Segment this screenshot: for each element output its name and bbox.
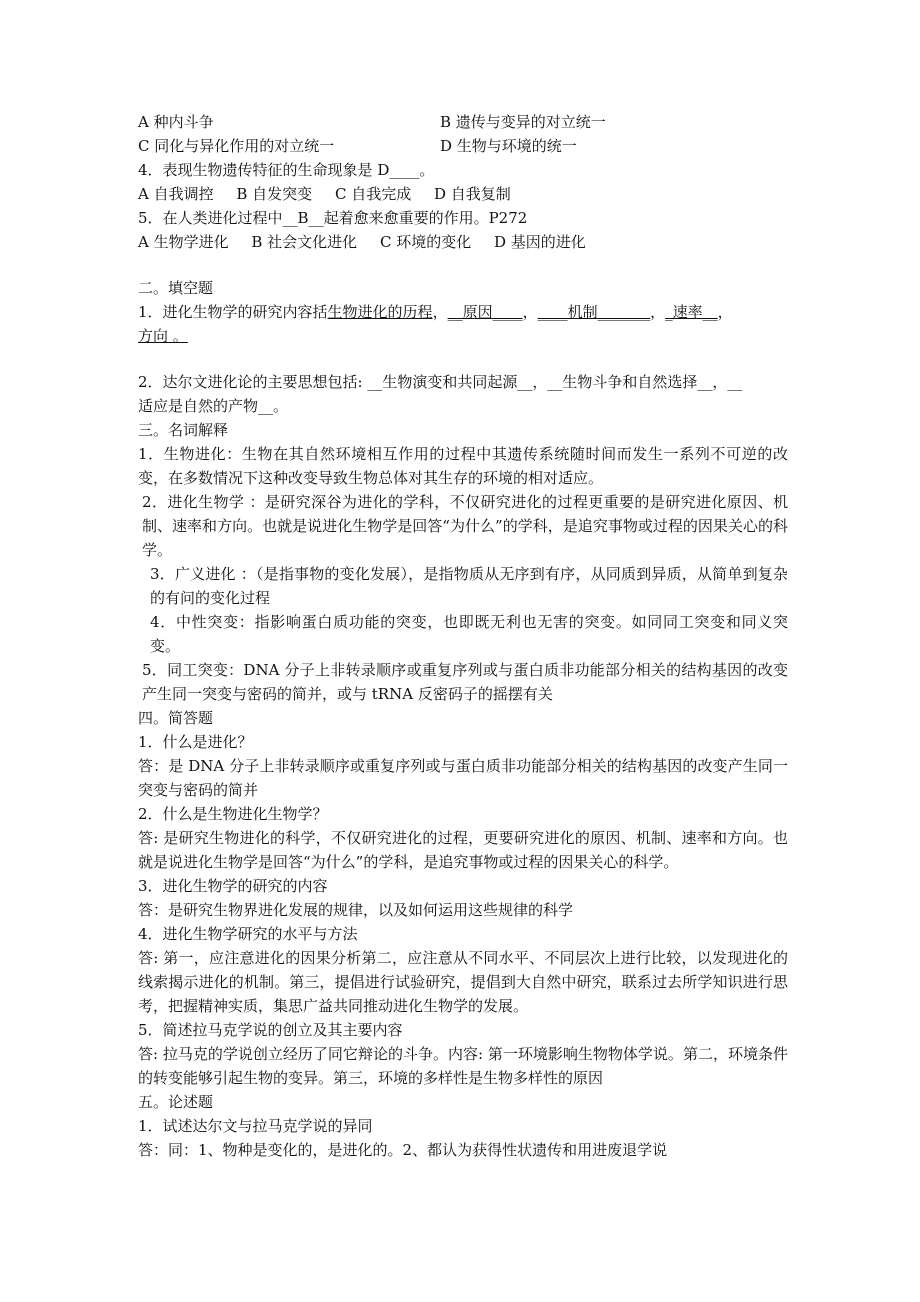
- q4-option-a: A 自我调控: [138, 185, 214, 203]
- q3-options-row2: [138, 134, 788, 158]
- q3-option-a: A 种内斗争: [138, 113, 214, 131]
- q5-option-c: C 环境的变化: [379, 233, 472, 251]
- q4-option-c: C 自我完成: [334, 185, 412, 203]
- q3-options-row1: [138, 110, 788, 134]
- fill-q1-prefix: 1．进化生物学的研究内容括: [138, 303, 328, 321]
- q5-options: [138, 230, 788, 254]
- fill-q1-answer-2: __原因____: [447, 303, 523, 321]
- q4-option-b: B 自发突变: [236, 185, 313, 203]
- fill-q2-line2: 适应是自然的产物__。: [138, 397, 289, 415]
- short-heading: 四。简答题: [138, 709, 214, 727]
- short-a1: 答：是 DNA 分子上非转录顺序或重复序列或与蛋白质非功能部分相关的结构基因的改变产生同一突变与密码的简并: [138, 757, 788, 799]
- fill-q1-sep-2: ，: [522, 303, 538, 321]
- term-2: 2．进化生物学 ：是研究深谷为进化的学科，不仅研究进化的过程更重要的是研究进化原因、机制、速率和方向。也就是说进化生物学是回答“为什么”的学科，是追究事物或过程的因果关心的科学。: [142, 493, 788, 559]
- essay-a1: 答：同：1、物种是变化的，是进化的。2、都认为获得性状遗传和用进废退学说: [138, 1141, 668, 1159]
- short-a4: 答: 第一，应注意进化的因果分析第二，应注意从不同水平、不同层次上进行比较，以发现进化的线索揭示进化的机制。第三，提倡进行试验研究，提倡到大自然中研究，联系过去所学知识进行思考，把握精神实质，集思广益共同推动进化生物学的发展。: [138, 949, 788, 1015]
- q3-option-b: B 遗传与变异的对立统一: [440, 113, 606, 131]
- term-1: 1．生物进化：生物在其自然环境相互作用的过程中其遗传系统随时间而发生一系列不可逆的改变，在多数情况下这种改变导致生物总体对其生存的环境的相对适应。: [138, 445, 788, 487]
- fill-q1: [138, 300, 788, 324]
- essay-heading: 五。论述题: [138, 1093, 214, 1111]
- q4-options: [138, 182, 788, 206]
- fill-q1-sep-1: ，: [432, 303, 448, 321]
- short-q2: 2．什么是生物进化生物学？: [138, 805, 328, 823]
- fill-heading: 二。填空题: [138, 279, 214, 297]
- fill-q1-answer-4: _速率__: [665, 303, 718, 321]
- spacer: [138, 348, 788, 370]
- q5-option-a: A 生物学进化: [138, 233, 229, 251]
- short-q4: 4．进化生物学研究的水平与方法: [138, 925, 358, 943]
- fill-q2-line1: 2．达尔文进化论的主要思想包括: __生物演变和共同起源__，__生物斗争和自然选择__，__: [138, 373, 743, 391]
- q5-option-b: B 社会文化进化: [251, 233, 358, 251]
- document-page: [138, 110, 788, 1162]
- short-a5: 答: 拉马克的学说创立经历了同它辩论的斗争。内容: 第一环境影响生物物体学说。第二，环境条件的转变能够引起生物的变异。第三，环境的多样性是生物多样性的原因: [138, 1045, 788, 1087]
- q3-option-d: D 生物与环境的统一: [440, 137, 577, 155]
- fill-q1-answer-3: ____机制_______: [537, 303, 651, 321]
- term-3: 3．广义进化 ：（是指事物的变化发展），是指物质从无序到有序，从同质到异质，从简单到复杂的有问的变化过程: [150, 565, 788, 607]
- short-a2: 答: 是研究生物进化的科学，不仅研究进化的过程，更要研究进化的原因、机制、速率和方向。也就是说进化生物学是回答“为什么”的学科，是追究事物或过程的因果关心的科学。: [138, 829, 788, 871]
- term-5: 5．同工突变：DNA 分子上非转录顺序或重复序列或与蛋白质非功能部分相关的结构基因的改变产生同一突变与密码的简并，或与 tRNA 反密码子的摇摆有关: [142, 661, 788, 703]
- q4-stem: 4．表现生物遗传特征的生命现象是 D____。: [138, 161, 435, 179]
- essay-q1: 1．试述达尔文与拉马克学说的异同: [138, 1117, 373, 1135]
- fill-q1-sep-3: ，: [650, 303, 666, 321]
- fill-q1-cont: [138, 324, 788, 348]
- q5-option-d: D 基因的进化: [494, 233, 586, 251]
- q4-option-d: D 自我复制: [434, 185, 511, 203]
- term-4: 4．中性突变：指影响蛋白质功能的突变，也即既无利也无害的突变。如同同工突变和同义突变。: [150, 613, 788, 655]
- short-q3: 3．进化生物学的研究的内容: [138, 877, 328, 895]
- terms-heading: 三。名词解释: [138, 421, 229, 439]
- fill-q1-answer-1: 生物进化的历程: [327, 303, 433, 321]
- short-a3: 答：是研究生物界进化发展的规律，以及如何运用这些规律的科学: [138, 901, 574, 919]
- short-q5: 5．简述拉马克学说的创立及其主要内容: [138, 1021, 403, 1039]
- spacer: [138, 254, 788, 276]
- fill-q1-answer-5: 方向 。: [138, 327, 188, 345]
- q5-stem: 5．在人类进化过程中__B__起着愈来愈重要的作用。P272: [138, 209, 528, 227]
- short-q1: 1．什么是进化？: [138, 733, 253, 751]
- q3-option-c: C 同化与异化作用的对立统一: [138, 137, 335, 155]
- fill-q1-sep-4: ，: [717, 303, 733, 321]
